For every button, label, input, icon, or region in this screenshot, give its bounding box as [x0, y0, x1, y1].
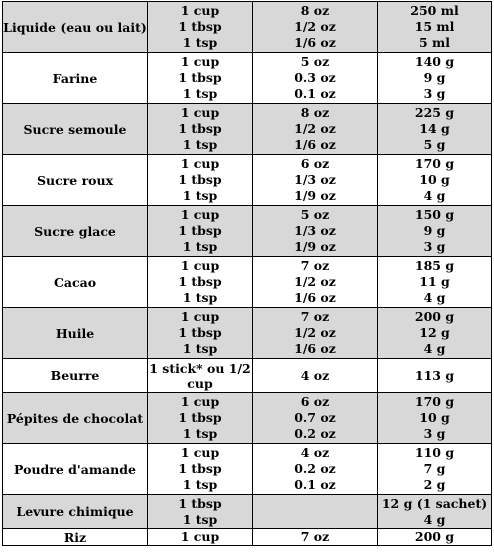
metric-cell-value: 170 g [414, 394, 455, 409]
measure-cell [148, 393, 253, 444]
measure-cell [148, 104, 253, 155]
ingredient-name: Beurre [3, 359, 148, 393]
measure-cell [148, 444, 253, 495]
ounce-cell-value: 1/3 oz [294, 223, 336, 238]
metric-cell-value: 11 g [419, 274, 450, 289]
measure-cell-value: 1 cup [180, 445, 220, 460]
metric-cell-value: 5 g [423, 137, 446, 152]
metric-cell [378, 104, 492, 155]
ounce-cell-value: 8 oz [300, 105, 330, 120]
ingredient-row [3, 53, 492, 104]
measure-cell-value: 1 stick* ou 1/2 cup [149, 360, 251, 391]
metric-cell [378, 2, 492, 53]
metric-cell-value: 110 g [414, 445, 455, 460]
metric-cell-value: 15 ml [414, 19, 455, 34]
measure-cell-value: 1 cup [180, 54, 220, 69]
metric-cell [378, 359, 492, 393]
ingredient-name: Farine [3, 53, 148, 104]
ingredient-name: Pépites de chocolat [3, 393, 148, 444]
metric-cell-value: 3 g [423, 239, 446, 254]
ounce-cell [253, 2, 378, 53]
measure-cell [148, 53, 253, 104]
ounce-cell [253, 393, 378, 444]
ounce-cell-value: 0.3 oz [294, 70, 336, 85]
ounce-cell-value: 1/2 oz [294, 19, 336, 34]
ounce-cell [253, 104, 378, 155]
ounce-cell-value: 5 oz [300, 207, 330, 222]
ounce-cell-value [253, 512, 377, 528]
ounce-cell [253, 359, 378, 393]
ingredient-row [3, 2, 492, 53]
measure-cell-value: 1 cup [180, 258, 220, 273]
measure-cell-value: 1 tbsp [178, 325, 222, 340]
measure-cell [148, 2, 253, 53]
ounce-cell-value: 7 oz [300, 529, 330, 544]
metric-cell-value: 200 g [414, 309, 455, 324]
metric-cell-value: 2 g [423, 477, 446, 492]
ounce-cell-value: 1/3 oz [294, 172, 336, 187]
metric-cell [378, 206, 492, 257]
ingredient-name: Sucre roux [3, 155, 148, 206]
ingredient-row [3, 104, 492, 155]
measure-cell-value: 1 tbsp [178, 410, 222, 425]
metric-cell-value: 185 g [414, 258, 455, 273]
metric-cell-value: 225 g [414, 105, 455, 120]
ounce-cell-value: 5 oz [300, 54, 330, 69]
measure-cell-value: 1 tbsp [178, 495, 222, 511]
ounce-cell-value: 7 oz [300, 258, 330, 273]
metric-cell [378, 257, 492, 308]
ounce-cell-value: 4 oz [300, 445, 330, 460]
metric-cell-value: 12 g (1 sachet) [381, 495, 488, 511]
ingredient-row [3, 308, 492, 359]
ingredient-name: Liquide (eau ou lait) [3, 2, 148, 53]
ounce-cell-value: 1/2 oz [294, 121, 336, 136]
measure-cell [148, 308, 253, 359]
ounce-cell-value: 8 oz [300, 3, 330, 18]
metric-cell-value: 4 g [423, 188, 446, 203]
ounce-cell-value: 1/9 oz [294, 239, 336, 254]
ounce-cell-value: 1/9 oz [294, 188, 336, 203]
ounce-cell-value: 4 oz [300, 367, 330, 383]
ounce-cell-value: 0.2 oz [294, 461, 336, 476]
conversion-table-body [3, 2, 492, 546]
conversion-table [2, 1, 492, 546]
metric-cell-value: 14 g [419, 121, 450, 136]
measure-cell [148, 359, 253, 393]
metric-cell-value: 9 g [423, 70, 446, 85]
ingredient-name: Sucre semoule [3, 104, 148, 155]
metric-cell-value: 3 g [423, 426, 446, 441]
metric-cell [378, 529, 492, 546]
metric-cell-value: 140 g [414, 54, 455, 69]
ounce-cell [253, 444, 378, 495]
metric-cell [378, 155, 492, 206]
metric-cell [378, 308, 492, 359]
ingredient-name: Poudre d'amande [3, 444, 148, 495]
ounce-cell-value: 0.1 oz [294, 86, 336, 101]
metric-cell-value: 4 g [423, 290, 446, 305]
metric-cell [378, 393, 492, 444]
measure-cell [148, 529, 253, 546]
ounce-cell [253, 53, 378, 104]
ounce-cell-value: 6 oz [300, 156, 330, 171]
metric-cell-value: 170 g [414, 156, 455, 171]
ingredient-row [3, 444, 492, 495]
measure-cell-value: 1 cup [180, 529, 220, 544]
metric-cell-value: 150 g [414, 207, 455, 222]
ingredient-row [3, 257, 492, 308]
ingredient-name: Riz [3, 529, 148, 546]
ingredient-name: Sucre glace [3, 206, 148, 257]
measure-cell [148, 155, 253, 206]
measure-cell-value: 1 cup [180, 105, 220, 120]
metric-cell-value: 4 g [423, 341, 446, 356]
metric-cell-value: 5 ml [418, 35, 451, 50]
measure-cell [148, 206, 253, 257]
metric-cell-value: 4 g [423, 511, 446, 527]
ounce-cell-value: 1/2 oz [294, 274, 336, 289]
measure-cell-value: 1 cup [180, 309, 220, 324]
measure-cell [148, 257, 253, 308]
ingredient-row [3, 393, 492, 444]
measure-cell-value: 1 tsp [182, 188, 218, 203]
measure-cell-value: 1 tbsp [178, 274, 222, 289]
ounce-cell-value: 1/6 oz [294, 35, 336, 50]
measure-cell-value: 1 tbsp [178, 121, 222, 136]
metric-cell-value: 7 g [423, 461, 446, 476]
ounce-cell [253, 257, 378, 308]
ingredient-name: Cacao [3, 257, 148, 308]
ounce-cell-value: 0.7 oz [294, 410, 336, 425]
ounce-cell-value: 6 oz [300, 394, 330, 409]
ingredient-row [3, 206, 492, 257]
metric-cell [378, 444, 492, 495]
ingredient-row [3, 529, 492, 546]
measure-cell-value: 1 cup [180, 3, 220, 18]
ingredient-row [3, 495, 492, 529]
ounce-cell-value [253, 496, 377, 512]
metric-cell-value: 10 g [419, 410, 450, 425]
measure-cell-value: 1 tsp [182, 290, 218, 305]
ounce-cell-value: 1/6 oz [294, 290, 336, 305]
ingredient-row [3, 155, 492, 206]
metric-cell-value: 113 g [414, 367, 455, 383]
ounce-cell-value: 1/2 oz [294, 325, 336, 340]
ounce-cell [253, 308, 378, 359]
ounce-cell-value: 0.1 oz [294, 477, 336, 492]
metric-cell-value: 12 g [419, 325, 450, 340]
measure-cell-value: 1 tbsp [178, 223, 222, 238]
ounce-cell-value: 7 oz [300, 309, 330, 324]
metric-cell-value: 250 ml [410, 3, 459, 18]
measure-cell-value: 1 tbsp [178, 172, 222, 187]
measure-cell-value: 1 cup [180, 394, 220, 409]
measure-cell-value: 1 tsp [182, 137, 218, 152]
measure-cell-value: 1 cup [180, 207, 220, 222]
ounce-cell [253, 155, 378, 206]
measure-cell-value: 1 tsp [182, 426, 218, 441]
measure-cell-value: 1 tsp [182, 511, 218, 527]
metric-cell [378, 53, 492, 104]
measure-cell-value: 1 tsp [182, 477, 218, 492]
measure-cell-value: 1 tbsp [178, 70, 222, 85]
measure-cell-value: 1 tsp [182, 239, 218, 254]
ounce-cell-value: 0.2 oz [294, 426, 336, 441]
measure-cell-value: 1 tsp [182, 341, 218, 356]
measure-cell-value: 1 tbsp [178, 461, 222, 476]
ounce-cell [253, 206, 378, 257]
metric-cell-value: 3 g [423, 86, 446, 101]
metric-cell [378, 495, 492, 529]
metric-cell-value: 9 g [423, 223, 446, 238]
ingredient-name: Levure chimique [3, 495, 148, 529]
ounce-cell-value: 1/6 oz [294, 341, 336, 356]
measure-cell-value: 1 tbsp [178, 19, 222, 34]
metric-cell-value: 10 g [419, 172, 450, 187]
ingredient-name: Huile [3, 308, 148, 359]
measure-cell-value: 1 tsp [182, 35, 218, 50]
ounce-cell [253, 529, 378, 546]
measure-cell [148, 495, 253, 529]
ounce-cell-value: 1/6 oz [294, 137, 336, 152]
measure-cell-value: 1 tsp [182, 86, 218, 101]
ounce-cell [253, 495, 378, 529]
metric-cell-value: 200 g [414, 529, 455, 544]
measure-cell-value: 1 cup [180, 156, 220, 171]
ingredient-row [3, 359, 492, 393]
